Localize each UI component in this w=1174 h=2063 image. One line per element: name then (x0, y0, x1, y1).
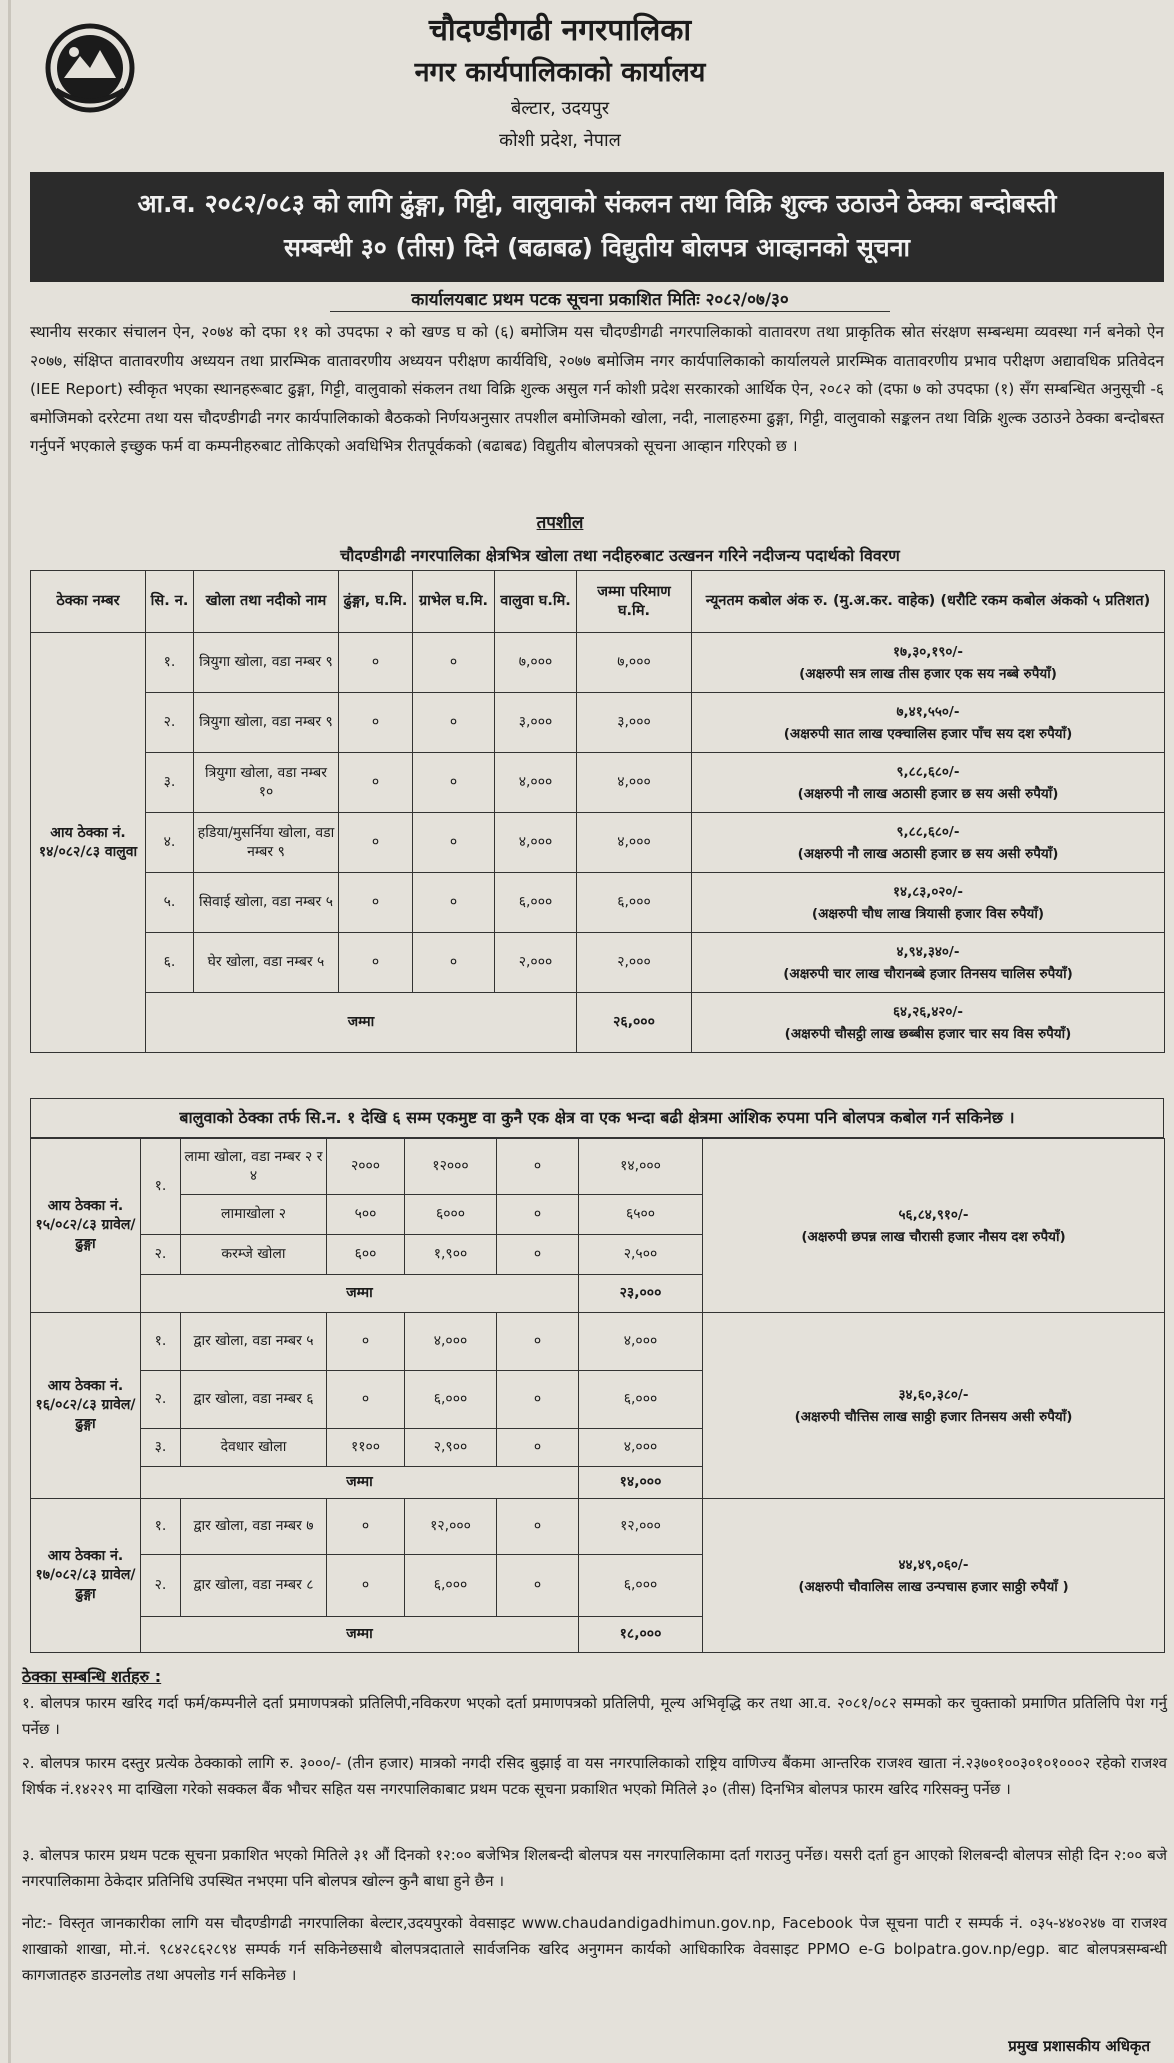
table-row (31, 1499, 1165, 1555)
banner-line-2: सम्बन्धी ३० (तीस) दिने (बढाबढ) विद्युतीय बोलपत्र आव्हानको सूचना (283, 233, 911, 262)
total-cell: ४,००० (577, 813, 692, 873)
sand-cell: २,००० (495, 933, 577, 993)
total-cell: ७,००० (577, 633, 692, 693)
gravel-cell: ० (413, 753, 495, 813)
col-serial: सि. न. (146, 571, 194, 633)
serial-cell: १. (146, 633, 194, 693)
total-quantity: २६,००० (577, 993, 692, 1053)
river-name-cell: लामाखोला २ (181, 1195, 327, 1235)
contract-id: आय ठेक्का नं. १६/०८२/८३ ग्रावेल/ढुङ्गा (31, 1313, 141, 1499)
serial-cell: २. (141, 1371, 181, 1429)
total-amount: ६४,२६,४२०/- (893, 1003, 963, 1020)
river-name-cell: त्रियुगा खोला, वडा नम्बर १० (194, 753, 339, 813)
stone-cell: ० (327, 1499, 405, 1555)
sand-cell: ४,००० (495, 813, 577, 873)
col-total-quantity: जम्मा परिमाण घ.मि. (577, 571, 692, 633)
total-cell: ३,००० (577, 693, 692, 753)
river-name-cell: करम्जे खोला (181, 1235, 327, 1275)
serial-cell: ३. (141, 1429, 181, 1467)
serial-cell: १. (141, 1499, 181, 1555)
gravel-cell: ० (413, 633, 495, 693)
note-paragraph: नोट:- विस्तृत जानकारीका लागि यस चौदण्डीगढी नगरपालिका बेल्टार,उदयपुरको वेवसाइट www.chaudandigadhimun.gov.np, Facebook पेज सूचना पाटी र सम्पर्क नं. ०३५-४४०२४७ वा राजश्व शाखाको शाखा, मो.नं. ९८४२८६२८९४ सम्पर्क गर्न सकिनेछसाथै बोलपत्रदाताले सार्वजनिक खरिद अनुगमन कार्यको आधिकारिक वेवसाइट PPMO e-G bolpatra.gov.np/egp. बाट बोलपत्रसम्बन्धी कागजातहरु डाउनलोड तथा अपलोड गर्न सकिनेछ । (22, 1914, 1167, 1984)
stone-cell: ० (339, 753, 413, 813)
sand-note: बालुवाको ठेक्का तर्फ सि.न. १ देखि ६ सम्म एकमुष्ट वा कुनै एक क्षेत्र वा एक भन्दा बढी क्षेत्रमा आंशिक रुपमा पनि बोलपत्र कबोल गर्न सकिनेछ । (30, 1098, 1164, 1138)
sand-contract-table (30, 570, 1165, 1053)
gravel-cell: ० (413, 693, 495, 753)
sand-cell: ० (497, 1235, 579, 1275)
gravel-cell: ६००० (405, 1195, 497, 1235)
col-minimum-bid: न्यूनतम कबोल अंक रु. (मु.अ.कर. वाहेक) (धरौटि रकम कबोल अंकको ५ प्रतिशत) (692, 571, 1165, 633)
serial-cell: २. (141, 1555, 181, 1617)
gravel-cell: २,९०० (405, 1429, 497, 1467)
gravel-cell: ६,००० (405, 1555, 497, 1617)
sand-cell: ० (497, 1429, 579, 1467)
bid-amount: ७,४१,५५०/- (896, 703, 960, 720)
stone-cell: ० (339, 693, 413, 753)
sand-cell: ० (497, 1139, 579, 1195)
bid-amount: ९,८८,६८०/- (896, 763, 960, 780)
banner-line-1: आ.व. २०८२/०८३ को लागि ढुंङ्गा, गिट्टी, वालुवाको संकलन तथा विक्रि शुल्क उठाउने ठेक्का बन्दोबस्ती (137, 189, 1057, 218)
province-name: कोशी प्रदेश, नेपाल (499, 130, 621, 151)
sand-cell: ७,००० (495, 633, 577, 693)
bid-amount-words: (अक्षरुपी नौ लाख अठासी हजार छ सय असी रुपैयाँ) (797, 785, 1059, 802)
table-row (31, 633, 1165, 693)
bid-amount-words: (अक्षरुपी चार लाख चौरानब्बे हजार तिनसय चालिस रुपैयाँ) (783, 965, 1073, 982)
serial-cell: २. (141, 1235, 181, 1275)
serial-cell: ५. (146, 873, 194, 933)
river-name-cell: हडिया/मुसर्निया खोला, वडा नम्बर ९ (194, 813, 339, 873)
bid-amount: १७,३०,१९०/- (893, 643, 963, 660)
total-cell: ४,००० (579, 1429, 703, 1467)
page-edge-shadow (8, 0, 11, 2063)
river-name-cell: त्रियुगा खोला, वडा नम्बर ९ (194, 693, 339, 753)
bid-amount-cell (703, 1139, 1165, 1313)
gravel-cell: ६,००० (405, 1371, 497, 1429)
river-name-cell: द्वार खोला, वडा नम्बर ७ (181, 1499, 327, 1555)
bid-amount-words: (अक्षरुपी चौध लाख त्रियासी हजार विस रुपैयाँ) (811, 905, 1045, 922)
total-cell: १२,००० (579, 1499, 703, 1555)
total-quantity: २३,००० (579, 1275, 703, 1313)
total-cell: १४,००० (579, 1139, 703, 1195)
total-cell: ६,००० (579, 1555, 703, 1617)
contract-id: आय ठेक्का नं. १५/०८२/८३ ग्रावेल/ढुङ्गा (31, 1139, 141, 1313)
river-name-cell: घेर खोला, वडा नम्बर ५ (194, 933, 339, 993)
total-amount-cell (692, 993, 1165, 1053)
stone-cell: ० (327, 1555, 405, 1617)
col-contract-no: ठेक्का नम्बर (31, 571, 146, 633)
river-name-cell: लामा खोला, वडा नम्बर २ र ४ (181, 1139, 327, 1195)
sand-cell: ३,००० (495, 693, 577, 753)
office-address: बेल्टार, उदयपुर (510, 98, 610, 119)
total-cell: ६,००० (577, 873, 692, 933)
condition-item: २. बोलपत्र फारम दस्तुर प्रत्येक ठेक्काको लागि रु. ३०००/- (तीन हजार) मात्रको नगदी रसिद बुझाई वा यस नगरपालिकाको राष्ट्रिय वाणिज्य बैंकमा आन्तरिक राजश्व खाता नं.२३७०१००३०१०१०००२ रहेको राजश्व शिर्षक नं.१४२२९ मा दाखिला गरेको सक्कल बैंक भौचर सहित यस नगरपालिकाबाट प्रथम पटक सूचना प्रकाशित भएको मितिले ३० (तीस) दिनभित्र बोलपत्र फारम खरिद गरिसक्नु पर्नेछ । (22, 1754, 1167, 1798)
stone-cell: २००० (327, 1139, 405, 1195)
stone-cell: ५०० (327, 1195, 405, 1235)
total-amount-words: (अक्षरुपी चौसट्ठी लाख छब्बीस हजार चार सय विस रुपैयाँ) (784, 1025, 1072, 1042)
sand-cell: ० (497, 1555, 579, 1617)
bid-amount-cell (692, 633, 1165, 693)
table-row (31, 753, 1165, 813)
stone-cell: ६०० (327, 1235, 405, 1275)
total-label: जम्मा (141, 1467, 579, 1499)
serial-cell: १. (141, 1139, 181, 1235)
col-gravel: ग्राभेल घ.मि. (413, 571, 495, 633)
total-cell: २,५०० (579, 1235, 703, 1275)
table-title: चौदण्डीगढी नगरपालिका क्षेत्रभित्र खोला तथा नदीहरुबाट उत्खनन गरिने नदीजन्य पदार्थको विवरण (340, 546, 900, 565)
sand-cell: ० (497, 1313, 579, 1371)
bid-amount-words: (अक्षरुपी चौत्तिस लाख साठ्ठी हजार तिनसय असी रुपैयाँ) (794, 1408, 1073, 1425)
serial-cell: ३. (146, 753, 194, 813)
bid-amount-words: (अक्षरुपी सत्र लाख तीस हजार एक सय नब्बे रुपैयाँ) (799, 665, 1057, 682)
river-name-cell: देवधार खोला (181, 1429, 327, 1467)
bid-amount-cell (692, 873, 1165, 933)
contract-id: आय ठेक्का नं. १४/०८२/८३ वालुवा (31, 633, 146, 1053)
bid-amount: ५६,८४,९१०/- (898, 1206, 969, 1223)
serial-cell: ६. (146, 933, 194, 993)
condition-item: १. बोलपत्र फारम खरिद गर्दा फर्म/कम्पनीले दर्ता प्रमाणपत्रको प्रतिलिपी,नविकरण भएको दर्ता प्रमाणपत्रको प्रतिलिपी, मूल्य अभिवृद्धि कर तथा आ.व. २०८१/०८२ सम्मको कर चुक्ताको प्रमाणित प्रतिलिपि पेश गर्नु पर्नेछ । (22, 1694, 1167, 1738)
sand-cell: ० (497, 1371, 579, 1429)
gravel-cell: १,९०० (405, 1235, 497, 1275)
river-name-cell: सिवाई खोला, वडा नम्बर ५ (194, 873, 339, 933)
intro-paragraph: स्थानीय सरकार संचालन ऐन, २०७४ को दफा ११ को उपदफा २ को खण्ड घ को (६) बमोजिम यस चौदण्डीगढी नगरपालिकाको वातावरण तथा प्राकृतिक स्रोत संरक्षण सम्बन्धमा व्यवस्था गर्न बनेको ऐन २०७७, संक्षिप्त वातावरणीय अध्ययन तथा प्रारम्भिक वातावरणीय अध्ययन परीक्षण कार्यविधि, २०७७ बमोजिम नगर कार्यपालिकाको कार्यालयले प्रारम्भिक वातावरणीय प्रभाव परीक्षण अद्यावधिक प्रतिवेदन (IEE Report) स्वीकृत भएका स्थानहरूबाट ढुङ्गा, गिट्टी, वालुवाको संकलन तथा विक्रि शुल्क असुल गर्न कोशी प्रदेश सरकारको आर्थिक ऐन, २०८२ को (दफा ७ को उपदफा (१) सँग सम्बन्धित अनुसूची -६ बमोजिमको दररेटमा तथा यस चौदण्डीगढी नगर कार्यपालिकाको बैठकको निर्णयअनुसार तपशील बमोजिमको खोला, नदी, नालाहरुमा ढुङ्गा, गिट्टी, वालुवाको सङ्कलन तथा विक्रि शुल्क उठाउने ठेक्का बन्दोबस्त गर्नुपर्ने भएकाले इच्छुक फर्म वा कम्पनीहरुबाट तोकिएको अवधिभित्र रीतपूर्वकको (बढाबढ) विद्युतीय बोलपत्रको सूचना आव्हान गरिएको छ । (30, 323, 1164, 455)
col-stone: ढुंङ्गा, घ.मि. (339, 571, 413, 633)
contract-id: आय ठेक्का नं. १७/०८२/८३ ग्रावेल/ढुङ्गा (31, 1499, 141, 1653)
serial-cell: ४. (146, 813, 194, 873)
total-cell: ४,००० (579, 1313, 703, 1371)
publication-date: कार्यालयबाट प्रथम पटक सूचना प्रकाशित मितिः २०८२/०७/३० (411, 290, 789, 310)
bid-amount: ९,८८,६८०/- (896, 823, 960, 840)
table-row (31, 813, 1165, 873)
gravel-cell: ० (413, 933, 495, 993)
bid-amount-cell (692, 693, 1165, 753)
bid-amount-cell (703, 1313, 1165, 1499)
gravel-cell: ० (413, 873, 495, 933)
stone-cell: ० (339, 933, 413, 993)
table-row (31, 873, 1165, 933)
sand-cell: ० (497, 1195, 579, 1235)
bid-amount: ४,९४,३४०/- (896, 943, 960, 960)
tapashil-heading: तपशील (536, 513, 584, 533)
table-row (31, 1313, 1165, 1371)
bid-amount-cell (692, 933, 1165, 993)
serial-cell: १. (141, 1313, 181, 1371)
publication-underline (330, 311, 890, 312)
bid-amount: ३४,६०,३८०/- (898, 1386, 969, 1403)
total-row (31, 993, 1165, 1053)
gravel-contract-table (30, 1138, 1165, 1653)
notice-title-banner (30, 172, 1164, 282)
stone-cell: ० (327, 1313, 405, 1371)
total-label: जम्मा (141, 1275, 579, 1313)
conditions-heading: ठेक्का सम्बन्धि शर्तहरु : (22, 1667, 162, 1686)
bid-amount-cell (703, 1499, 1165, 1653)
gravel-cell: ० (413, 813, 495, 873)
total-cell: ६५०० (579, 1195, 703, 1235)
total-quantity: १४,००० (579, 1467, 703, 1499)
bid-amount: १४,८३,०२०/- (893, 883, 963, 900)
bid-amount-words: (अक्षरुपी सात लाख एक्चालिस हजार पाँच सय दश रुपैयाँ) (783, 725, 1073, 742)
river-name-cell: त्रियुगा खोला, वडा नम्बर ९ (194, 633, 339, 693)
sand-cell: ४,००० (495, 753, 577, 813)
table-row (31, 933, 1165, 993)
stone-cell: ० (327, 1371, 405, 1429)
sand-cell: ० (497, 1499, 579, 1555)
municipality-emblem-icon (36, 20, 144, 116)
total-cell: ४,००० (577, 753, 692, 813)
col-river-name: खोला तथा नदीको नाम (194, 571, 339, 633)
gravel-cell: १२,००० (405, 1499, 497, 1555)
bid-amount-cell (692, 813, 1165, 873)
serial-cell: २. (146, 693, 194, 753)
col-sand: वालुवा घ.मि. (495, 571, 577, 633)
bid-amount-words: (अक्षरुपी नौ लाख अठासी हजार छ सय असी रुपैयाँ) (797, 845, 1059, 862)
table-header-row (31, 571, 1165, 633)
total-cell: ६,००० (579, 1371, 703, 1429)
total-label: जम्मा (141, 1617, 579, 1653)
stone-cell: ० (339, 873, 413, 933)
table-row (31, 1139, 1165, 1195)
office-name: नगर कार्यपालिकाको कार्यालय (414, 57, 706, 88)
total-label: जम्मा (146, 993, 577, 1053)
sand-cell: ६,००० (495, 873, 577, 933)
total-cell: २,००० (577, 933, 692, 993)
table-row (31, 693, 1165, 753)
gravel-cell: १२००० (405, 1139, 497, 1195)
municipality-name: चौदण्डीगढी नगरपालिका (428, 13, 692, 48)
bid-amount-cell (692, 753, 1165, 813)
stone-cell: ० (339, 633, 413, 693)
river-name-cell: द्वार खोला, वडा नम्बर ६ (181, 1371, 327, 1429)
gravel-cell: ४,००० (405, 1313, 497, 1371)
condition-item: ३. बोलपत्र फारम प्रथम पटक सूचना प्रकाशित भएको मितिले ३१ औं दिनको १२:०० बजेभित्र शिलबन्दी बोलपत्र यस नगरपालिकामा दर्ता गराउनु पर्नेछ। यसरी दर्ता हुन आएको शिलबन्दी बोलपत्र सोही दिन २:०० बजे नगरपालिकामा ठेकेदार प्रतिनिधि उपस्थित नभएमा पनि बोलपत्र खोल्न कुनै बाधा हुने छैन । (22, 1846, 1167, 1890)
river-name-cell: द्वार खोला, वडा नम्बर ८ (181, 1555, 327, 1617)
bid-amount: ४४,४९,०६०/- (898, 1556, 969, 1573)
signature-title: प्रमुख प्रशासकीय अधिकृत (1008, 2037, 1150, 2055)
total-quantity: १८,००० (579, 1617, 703, 1653)
river-name-cell: द्वार खोला, वडा नम्बर ५ (181, 1313, 327, 1371)
bid-amount-words: (अक्षरुपी चौवालिस लाख उन्पचास हजार साठ्ठी रुपैयाँ ) (798, 1578, 1069, 1595)
stone-cell: ० (339, 813, 413, 873)
bid-amount-words: (अक्षरुपी छपन्न लाख चौरासी हजार नौसय दश रुपैयाँ) (801, 1228, 1066, 1245)
stone-cell: ११०० (327, 1429, 405, 1467)
